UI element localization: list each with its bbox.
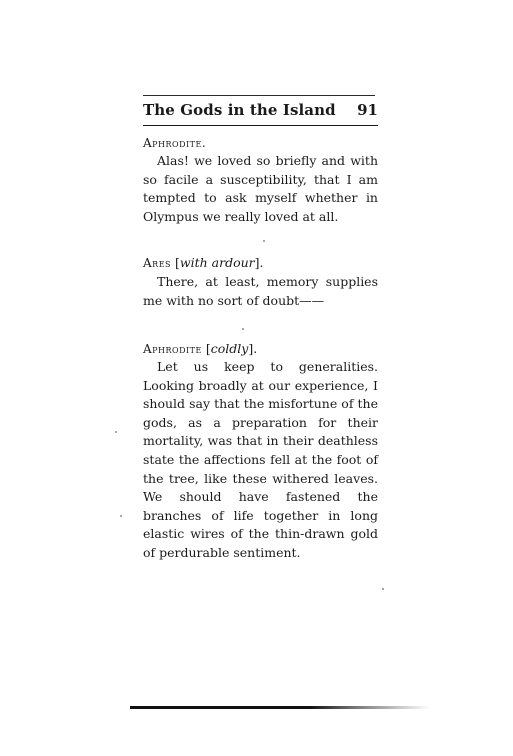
speech-text: Let us keep to generalities. Looking broadly at our experience, I should say that the misfortune of the gods, as a preparation for their mortality, was that in their deathless state the affections fell at the foot of the tree, like these withered leaves. We should have fastened the branches of life together in long elastic wires of the thin-drawn gold of perdurable sentiment.: [143, 359, 378, 560]
stage-direction: [with ardour].: [175, 255, 264, 270]
speech-text: Alas! we loved so briefly and with so facile a susceptibility, that I am tempted to ask myself whether in Olympus we really loved at all.: [143, 153, 378, 224]
top-rule: [143, 95, 375, 96]
speech-2: [143, 273, 378, 310]
speaker-heading-1: [143, 134, 378, 153]
page-header: [143, 101, 378, 123]
speaker-heading-3: [143, 340, 378, 359]
speaker-name: Ares: [143, 256, 172, 270]
page-number: 91: [357, 101, 378, 119]
scan-speck: [242, 328, 244, 330]
speaker-name: Aphrodite: [143, 342, 202, 356]
stage-direction-text: coldly: [210, 341, 249, 356]
speaker-heading-2: [143, 254, 378, 273]
speech-1: [143, 152, 378, 226]
stage-direction-text: with ardour: [179, 255, 255, 270]
running-title: The Gods in the Island: [143, 101, 336, 119]
speech-text: There, at least, memory supplies me with no sort of doubt——: [143, 274, 378, 308]
stage-direction: [coldly].: [205, 341, 258, 356]
scan-speck: [115, 431, 117, 433]
speech-3: [143, 358, 378, 563]
scan-speck: [120, 515, 122, 517]
scan-speck: [382, 588, 384, 590]
speaker-name: Aphrodite.: [143, 136, 207, 150]
bottom-scan-edge: [130, 706, 430, 709]
scan-speck: [263, 240, 265, 242]
header-rule: [143, 125, 378, 126]
